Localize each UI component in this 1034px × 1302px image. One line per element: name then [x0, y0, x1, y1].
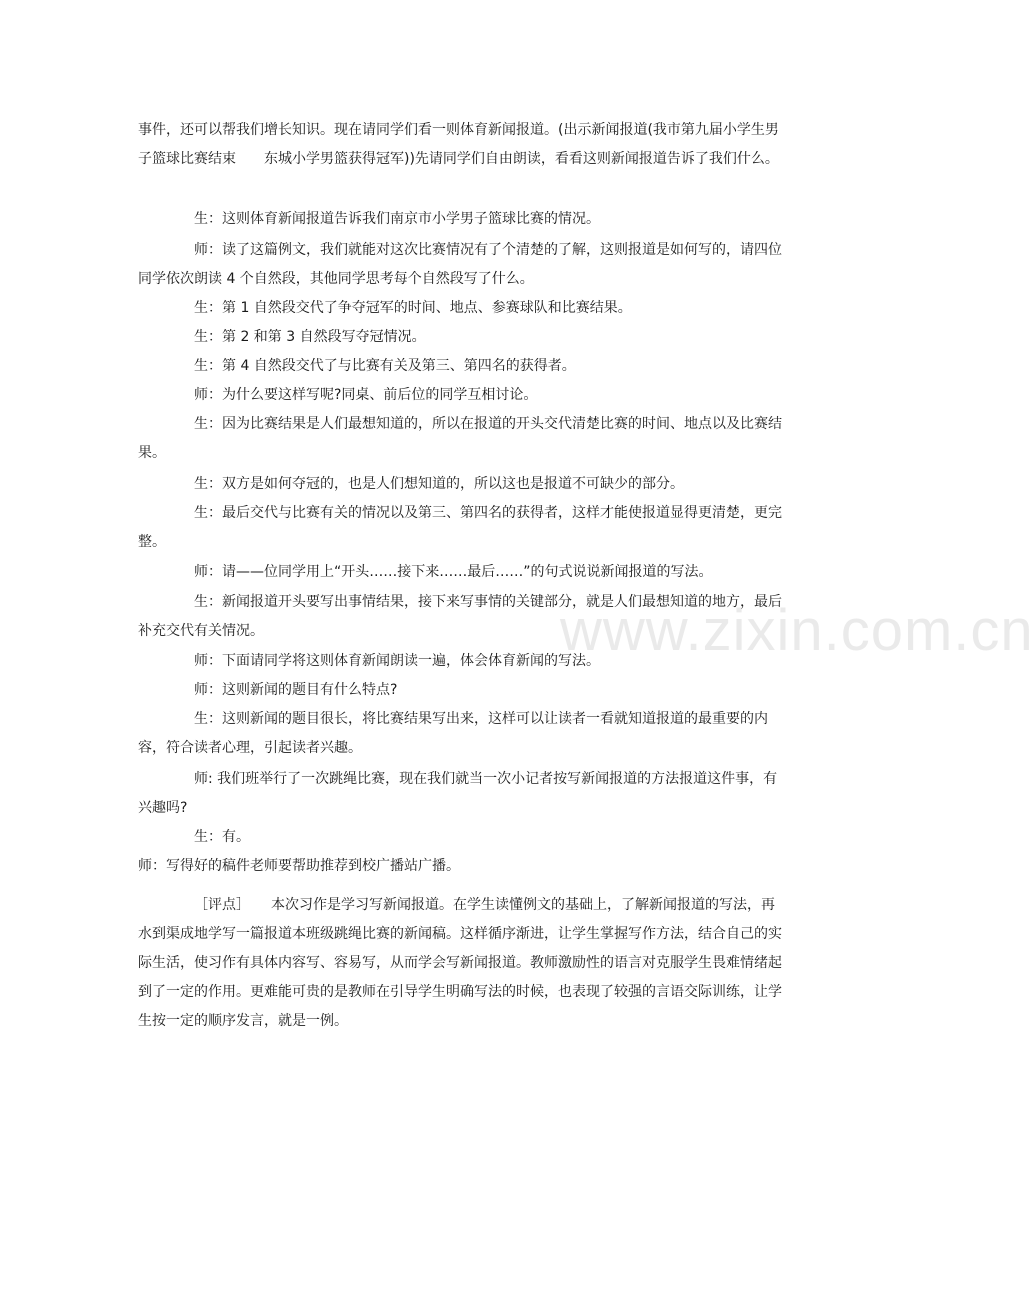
paragraph-student-2: 生：第 1 自然段交代了争夺冠军的时间、地点、参赛球队和比赛结果。	[194, 300, 632, 316]
paragraph-teacher-3: 师：请——位同学用上“开头……接下来……最后……”的句式说说新闻报道的写法。	[194, 564, 713, 580]
paragraph-student-7: 生：最后交代与比赛有关的情况以及第三、第四名的获得者，这样才能使报道显得更清楚，更完整。	[138, 505, 782, 550]
paragraph-teacher-6: 师: 我们班举行了一次跳绳比赛，现在我们就当一次小记者按写新闻报道的方法报道这件事，有兴趣吗?	[138, 771, 778, 816]
paragraph-teacher-1: 师：读了这篇例文，我们就能对这次比赛情况有了个清楚的了解，这则报道是如何写的，请四位同学依次朗读 4 个自然段，其他同学思考每个自然段写了什么。	[138, 242, 782, 287]
paragraph-student-4: 生：第 4 自然段交代了与比赛有关及第三、第四名的获得者。	[194, 358, 576, 374]
paragraph-intro: 事件，还可以帮我们增长知识。现在请同学们看一则体育新闻报道。(出示新闻报道(我市第九届小学生男子篮球比赛结束 东城小学男篮获得冠军))先请同学们自由朗读，看看这则新闻报道告诉了我们什么。	[138, 122, 779, 167]
paragraph-teacher-7: 师：写得好的稿件老师要帮助推荐到校广播站广播。	[138, 858, 460, 874]
paragraph-student-10: 生：有。	[194, 829, 250, 845]
paragraph-student-3: 生：第 2 和第 3 自然段写夺冠情况。	[194, 329, 426, 345]
paragraph-student-8: 生：新闻报道开头要写出事情结果，接下来写事情的关键部分，就是人们最想知道的地方，最后补充交代有关情况。	[138, 594, 782, 639]
paragraph-student-9: 生：这则新闻的题目很长，将比赛结果写出来，这样可以让读者一看就知道报道的最重要的内容，符合读者心理，引起读者兴趣。	[138, 711, 768, 756]
paragraph-student-1: 生：这则体育新闻报道告诉我们南京市小学男子篮球比赛的情况。	[194, 211, 600, 227]
paragraph-teacher-4: 师：下面请同学将这则体育新闻朗读一遍，体会体育新闻的写法。	[194, 653, 600, 669]
paragraph-student-6: 生：双方是如何夺冠的，也是人们想知道的，所以这也是报道不可缺少的部分。	[194, 476, 684, 492]
paragraph-commentary: ［评点］ 本次习作是学习写新闻报道。在学生读懂例文的基础上，了解新闻报道的写法，再水到渠成地学写一篇报道本班级跳绳比赛的新闻稿。这样循序渐进，让学生掌握写作方法，结合自己的实际生活，使习作有具体内容写、容易写，从而学会写新闻报道。教师激励性的语言对克服学生畏难情绪起到了一定的作用。更难能可贵的是教师在引导学生明确写法的时候，也表现了较强的言语交际训练，让学生按一定的顺序发言，就是一例。	[138, 897, 782, 1029]
paragraph-teacher-5: 师：这则新闻的题目有什么特点?	[194, 682, 398, 698]
paragraph-teacher-2: 师：为什么要这样写呢?同桌、前后位的同学互相讨论。	[194, 387, 538, 403]
paragraph-student-5: 生：因为比赛结果是人们最想知道的，所以在报道的开头交代清楚比赛的时间、地点以及比赛结果。	[138, 416, 782, 461]
watermark-text: www.zixin.com.cn	[560, 598, 1034, 663]
